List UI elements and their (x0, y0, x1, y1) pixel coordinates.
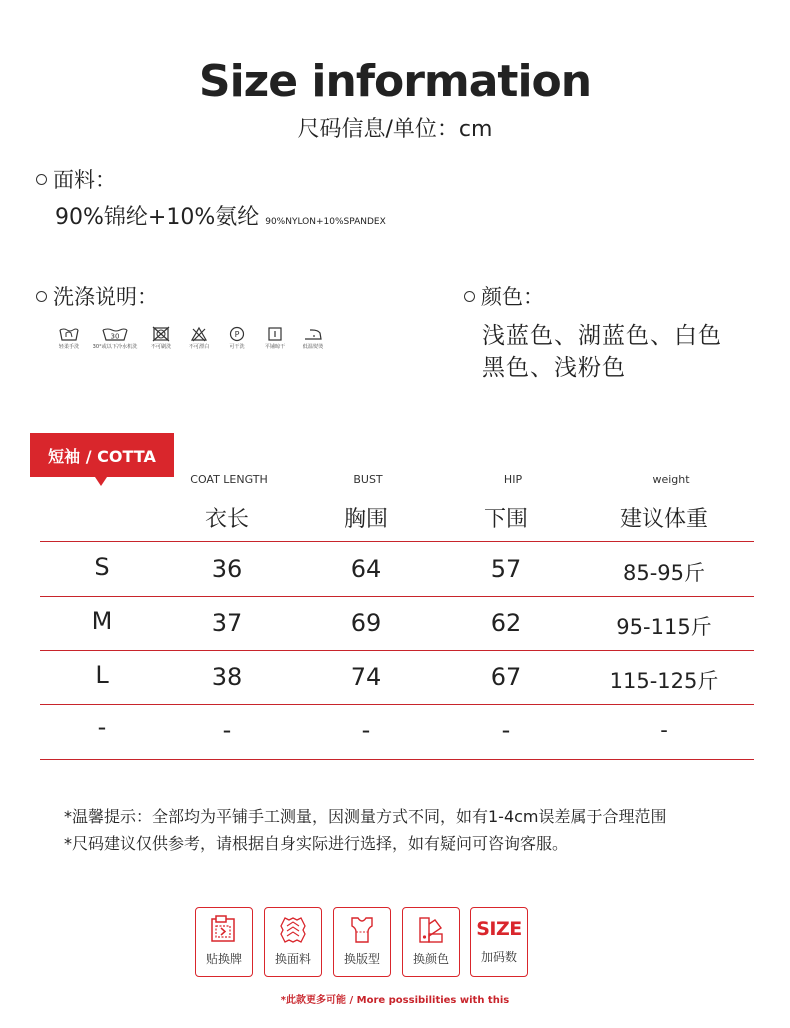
wash-label: 轻柔手洗 (58, 343, 80, 350)
cell-bust: 64 (350, 555, 382, 583)
cell-length: 38 (211, 663, 243, 691)
option-size (470, 907, 528, 977)
color-heading (464, 281, 544, 311)
wash-item (142, 326, 180, 351)
note-size-advice: *尺码建议仅供参考，请根据自身实际进行选择，如有疑问可咨询客服。 (64, 834, 569, 853)
wash-label: 不可漂白 (188, 343, 210, 350)
cell-size: - (97, 713, 107, 741)
bullet-circle-icon (36, 174, 47, 185)
wash-label: 30°或以下冷水机洗 (92, 343, 138, 350)
wash-heading (36, 281, 158, 311)
wash-heading-label: 洗涤说明： (53, 285, 158, 309)
wash-temperature: 30 (110, 332, 120, 341)
header-coat-length-cn: 衣长 (204, 507, 249, 532)
bullet-circle-icon (464, 291, 475, 302)
wash-label: 可干洗 (229, 343, 245, 350)
header-weight-en: weight (652, 473, 690, 486)
cell-length: - (222, 716, 232, 744)
fabric-composition-cn: 90%锦纶+10%氨纶 (55, 205, 260, 230)
cell-weight: - (660, 718, 668, 742)
color-list-line-1: 浅蓝色、湖蓝色、白色 (482, 323, 722, 349)
dry-clean-p-icon (228, 326, 246, 342)
cell-bust: 69 (350, 609, 382, 637)
cell-size: S (94, 553, 110, 581)
wash-item (218, 326, 256, 351)
wash-label: 平铺晾干 (264, 343, 286, 350)
table-divider (40, 650, 754, 651)
footer-note: *此款更多可能 / More possibilities with this (280, 995, 510, 1006)
wash-label: 低温熨烫 (302, 343, 324, 350)
option-label: 换面料 (274, 952, 311, 966)
option-label: 加码数 (480, 950, 517, 964)
option-pattern (333, 907, 391, 977)
cell-size: M (91, 607, 113, 635)
machine-wash-30-icon (101, 326, 129, 342)
iron-low-icon (303, 326, 323, 342)
table-divider (40, 596, 754, 597)
option-label: 换颜色 (412, 952, 449, 966)
cell-length: 37 (211, 609, 243, 637)
option-tag-swap (195, 907, 253, 977)
fabric-composition (55, 200, 386, 231)
option-label: 换版型 (343, 952, 380, 966)
table-divider (40, 541, 754, 542)
wash-label: 不可刷洗 (150, 343, 172, 350)
option-color (402, 907, 460, 977)
wash-item (50, 326, 88, 351)
wash-item (180, 326, 218, 351)
garment-pattern-icon (346, 914, 378, 946)
fabric-composition-en: 90%NYLON+10%SPANDEX (265, 217, 386, 227)
page-title: Size information (198, 56, 592, 107)
cell-bust: 74 (350, 663, 382, 691)
svg-text:P: P (234, 330, 240, 339)
note-measurement: *温馨提示：全部均为平铺手工测量，因测量方式不同，如有1-4cm误差属于合理范围 (64, 807, 667, 826)
wash-item (294, 326, 332, 351)
option-label: 贴换牌 (205, 952, 242, 966)
no-bleach-icon (190, 326, 208, 342)
category-tag: 短袖 / COTTA (30, 433, 174, 477)
tag-swap-icon (208, 914, 240, 946)
cell-weight: 95-115斤 (616, 615, 712, 639)
color-heading-label: 颜色： (481, 285, 544, 309)
dry-flat-icon (266, 326, 284, 342)
table-divider (40, 704, 754, 705)
wash-item (88, 326, 142, 351)
bullet-circle-icon (36, 291, 47, 302)
hand-wash-icon (58, 326, 80, 342)
no-tumble-dry-icon (151, 326, 171, 342)
wash-icons-row (50, 326, 332, 351)
fabric-icon (277, 914, 309, 946)
cell-hip: 57 (490, 555, 522, 583)
cell-hip: - (501, 716, 511, 744)
fabric-heading-label: 面料： (53, 168, 116, 192)
option-fabric (264, 907, 322, 977)
header-bust-cn: 胸围 (343, 507, 388, 532)
header-weight-cn: 建议体重 (619, 507, 708, 532)
cell-weight: 85-95斤 (622, 561, 706, 585)
cell-weight: 115-125斤 (609, 669, 719, 693)
cell-bust: - (361, 716, 371, 744)
header-coat-length-en: COAT LENGTH (190, 473, 268, 486)
fabric-heading (36, 164, 116, 194)
header-hip-cn: 下围 (483, 507, 528, 532)
tag-pointer (95, 477, 107, 486)
page-subtitle: 尺码信息/单位：cm (297, 117, 493, 142)
header-hip-en: HIP (503, 473, 523, 486)
cell-hip: 62 (490, 609, 522, 637)
table-divider (40, 759, 754, 760)
color-swatch-icon (415, 914, 447, 946)
color-list-line-2: 黑色、浅粉色 (482, 355, 626, 381)
cell-length: 36 (211, 555, 243, 583)
size-word-icon: SIZE (476, 918, 522, 940)
cell-size: L (95, 661, 109, 689)
header-bust-en: BUST (353, 473, 383, 486)
cell-hip: 67 (490, 663, 522, 691)
wash-item (256, 326, 294, 351)
